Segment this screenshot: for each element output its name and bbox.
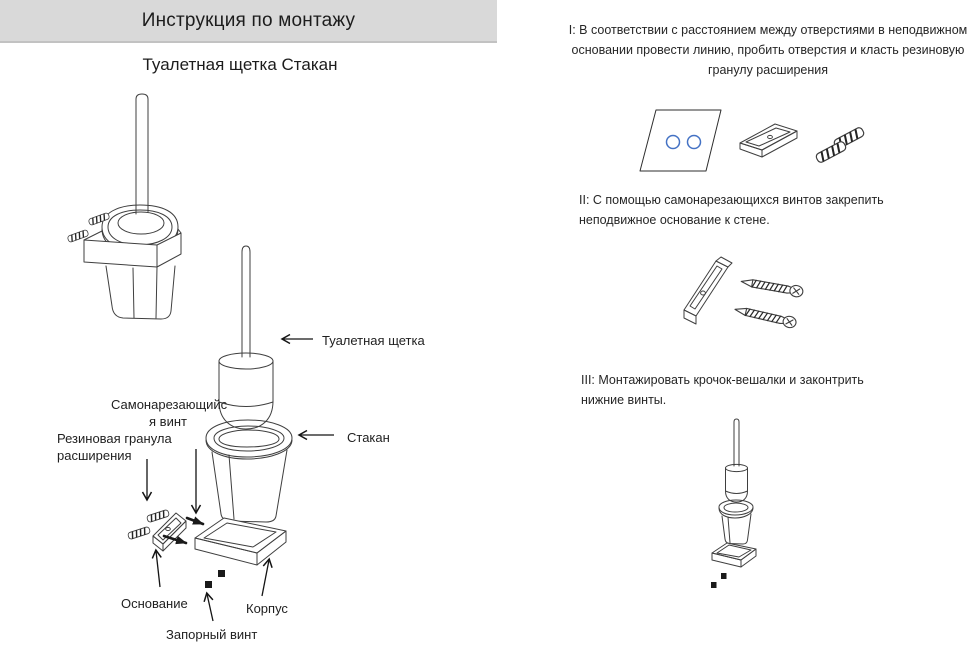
step-text-line: I: В соответствии с расстоянием между отверстиями в неподвижном [568,23,968,37]
housing-drawing [712,543,756,567]
locking-screws [205,570,225,588]
housing-drawing [195,518,286,565]
lid-boss [118,212,164,234]
step-text-line: основании провести линию, пробить отверстия и класть резиновую [571,43,965,57]
page-title: Инструкция по монтажу [141,9,356,31]
brush-handle [734,419,739,466]
base-bracket-drawing [740,124,797,157]
wall-screw-icon [88,212,110,225]
tapping-screw-icon [734,304,797,329]
expansion-plug-icon [127,526,150,539]
label-base: Основание [121,596,188,611]
step-3-diagram [711,419,756,588]
base-arrow [156,551,160,587]
step-text-line: нижние винты. [581,393,667,407]
label-locking-screw: Запорный винт [166,627,258,642]
brush-head [726,464,748,502]
brush-handle [242,246,250,357]
expansion-plug-icon [146,509,169,522]
brush-handle [136,94,148,214]
label-line: Самонарезающийс [111,397,228,412]
cup-drawing [719,500,753,544]
expansion-plug-icon [815,140,847,163]
step-1-instructions [568,20,968,80]
cup-body [106,266,175,319]
step-2-diagram [684,257,804,329]
locking-screw-arrow [207,594,213,621]
label-self-tapping-screw [111,396,228,430]
label-line: расширения [57,448,132,463]
label-housing: Корпус [246,601,288,616]
step-2-instructions [579,190,909,230]
step-text-line: неподвижное основание к стене. [579,213,770,227]
wall-plate [640,110,721,171]
housing-arrow [262,560,269,596]
brush-head [219,353,273,429]
base-bracket-drawing [684,257,732,324]
tapping-screw-icon [740,276,803,298]
step-3-instructions [581,370,911,410]
locking-screws [711,573,727,588]
label-rubber-granule [57,430,172,464]
step-text-line: II: С помощью самонарезающихся винтов закрепить [579,193,884,207]
step-1-diagram [640,110,865,171]
label-arrows [147,339,334,621]
label-line: я винт [149,414,187,429]
label-toilet-brush: Туалетная щетка [322,333,425,348]
label-cup: Стакан [347,430,390,445]
step-text-line: гранулу расширения [707,63,829,77]
wall-bracket [84,229,181,267]
step-text-line: III: Монтажировать крочок-вешалки и законтрить [581,373,864,387]
cup-drawing [206,420,292,522]
label-line: Резиновая гранула [57,431,172,446]
assembled-unit-drawing [67,94,181,319]
product-subtitle: Туалетная щетка Стакан [142,55,338,74]
